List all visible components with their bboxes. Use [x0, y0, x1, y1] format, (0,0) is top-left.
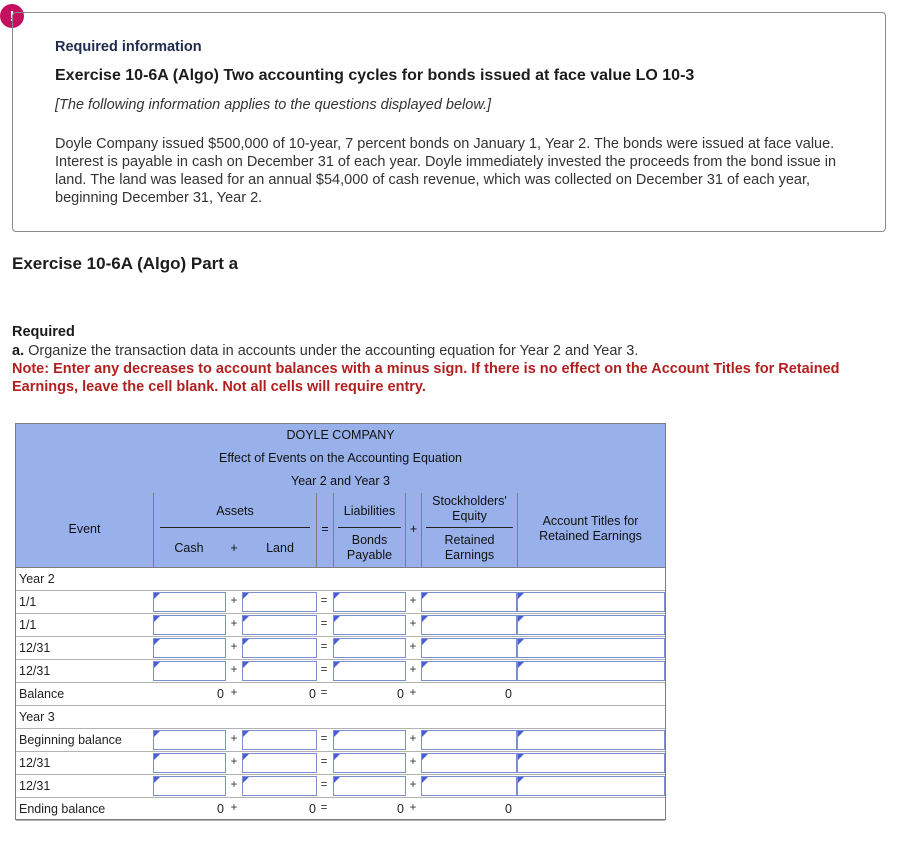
- land-input[interactable]: [242, 592, 317, 612]
- retained-earnings-input[interactable]: [421, 730, 517, 750]
- row-label: 1/1: [19, 618, 37, 632]
- row-label: 1/1: [19, 595, 37, 609]
- cash-input[interactable]: [153, 615, 226, 635]
- column-header-band: [16, 493, 665, 568]
- cash-input[interactable]: [153, 730, 226, 750]
- table-row: [16, 775, 665, 798]
- cash-input[interactable]: [153, 638, 226, 658]
- table-row: [16, 637, 665, 660]
- retained-earnings-input[interactable]: [421, 638, 517, 658]
- account-title-select[interactable]: [517, 776, 665, 796]
- equals-sign: =: [320, 687, 328, 699]
- bonds-payable-total: 0: [397, 687, 404, 701]
- table-row: [16, 729, 665, 752]
- table-subtitle: Effect of Events on the Accounting Equation: [16, 447, 665, 471]
- plus-sign: +: [409, 687, 417, 699]
- plus-sign: +: [409, 641, 417, 653]
- exercise-description: Doyle Company issued $500,000 of 10-year, 7 percent bonds on January 1, Year 2. The bonds were issued at face value. Interest is payable in cash on December 31 of each year. Doyle immediately invested the proceeds from the bond issue in land. The land was leased for an annual $54,000 of cash revenue, which was collected on December 31 of each year, beginning December 31, Year 2.: [55, 136, 837, 206]
- land-input[interactable]: [242, 615, 317, 635]
- bonds-payable-header: Bonds Payable: [346, 533, 393, 562]
- row-label: Beginning balance: [19, 733, 122, 747]
- plus-sign: +: [409, 756, 417, 768]
- alert-icon: !: [0, 4, 24, 28]
- retained-earnings-input[interactable]: [421, 753, 517, 773]
- equals-sign: =: [320, 756, 328, 768]
- plus-sign: +: [230, 687, 238, 699]
- required-item-a: [12, 343, 638, 359]
- cash-input[interactable]: [153, 661, 226, 681]
- plus-sign: +: [230, 595, 238, 607]
- land-input[interactable]: [242, 776, 317, 796]
- cash-input[interactable]: [153, 592, 226, 612]
- land-total: 0: [309, 687, 316, 701]
- land-input[interactable]: [242, 661, 317, 681]
- retained-earnings-header: Retained Earnings: [444, 533, 495, 562]
- equals-sign: =: [321, 522, 329, 536]
- plus-sign: +: [230, 641, 238, 653]
- row-label: 12/31: [19, 756, 51, 770]
- stockholders-equity-header: Stockholders' Equity: [432, 494, 507, 523]
- bonds-payable-input[interactable]: [333, 776, 406, 796]
- land-header: Land: [266, 541, 294, 555]
- account-titles-header: Account Titles for Retained Earnings: [539, 514, 642, 543]
- plus-sign: +: [230, 733, 238, 745]
- table-row: [16, 568, 665, 591]
- row-label: Year 3: [19, 710, 55, 724]
- land-input[interactable]: [242, 730, 317, 750]
- bonds-payable-input[interactable]: [333, 661, 406, 681]
- cash-header: Cash: [174, 541, 204, 555]
- bonds-payable-input[interactable]: [333, 592, 406, 612]
- equals-sign: =: [320, 733, 328, 745]
- plus-sign: +: [230, 541, 238, 555]
- account-title-select[interactable]: [517, 730, 665, 750]
- plus-sign: +: [409, 618, 417, 630]
- plus-sign: +: [230, 618, 238, 630]
- table-row: [16, 683, 665, 706]
- required-information-label: Required information: [55, 39, 202, 55]
- table-row: [16, 798, 665, 821]
- retained-earnings-total: 0: [505, 687, 512, 701]
- part-title: Exercise 10-6A (Algo) Part a: [12, 254, 239, 273]
- plus-sign: +: [230, 664, 238, 676]
- company-name: DOYLE COMPANY: [16, 424, 665, 448]
- plus-sign: +: [409, 595, 417, 607]
- table-row: [16, 591, 665, 614]
- table-row: [16, 752, 665, 775]
- land-total: 0: [309, 802, 316, 816]
- row-label: Balance: [19, 687, 65, 701]
- equals-sign: =: [320, 802, 328, 814]
- retained-earnings-input[interactable]: [421, 661, 517, 681]
- table-row: [16, 614, 665, 637]
- equals-sign: =: [320, 664, 328, 676]
- row-label: 12/31: [19, 641, 51, 655]
- row-label: Ending balance: [19, 802, 106, 816]
- account-title-select[interactable]: [517, 753, 665, 773]
- row-label: 12/31: [19, 779, 51, 793]
- plus-sign: +: [409, 733, 417, 745]
- retained-earnings-input[interactable]: [421, 615, 517, 635]
- table-period: Year 2 and Year 3: [16, 470, 665, 494]
- bonds-payable-input[interactable]: [333, 615, 406, 635]
- item-text: Organize the transaction data in accounts under the accounting equation for Year 2 and Year 3.: [28, 343, 639, 359]
- bonds-payable-input[interactable]: [333, 753, 406, 773]
- item-letter: a.: [12, 343, 25, 359]
- cash-total: 0: [217, 802, 224, 816]
- plus-sign: +: [230, 802, 238, 814]
- plus-sign: +: [230, 779, 238, 791]
- entry-note: Note: Enter any decreases to account balances with a minus sign. If there is no effect on the Account Titles for Retained Earnings, leave the cell blank. Not all cells will require entry.: [12, 361, 840, 395]
- accounting-equation-table: [15, 423, 666, 820]
- row-label: 12/31: [19, 664, 51, 678]
- account-title-select[interactable]: [517, 615, 665, 635]
- account-title-select[interactable]: [517, 592, 665, 612]
- land-input[interactable]: [242, 638, 317, 658]
- event-header: Event: [68, 522, 101, 536]
- required-information-box: [12, 12, 886, 232]
- plus-sign: +: [409, 802, 417, 814]
- required-heading: Required: [12, 324, 75, 340]
- cash-total: 0: [217, 687, 224, 701]
- table-row: [16, 706, 665, 729]
- equals-sign: =: [320, 595, 328, 607]
- row-label: Year 2: [19, 572, 55, 586]
- cash-input[interactable]: [153, 776, 226, 796]
- exercise-title: Exercise 10-6A (Algo) Two accounting cycles for bonds issued at face value LO 10-3: [55, 67, 695, 84]
- plus-sign: +: [230, 756, 238, 768]
- retained-earnings-input[interactable]: [421, 592, 517, 612]
- retained-earnings-input[interactable]: [421, 776, 517, 796]
- account-title-select[interactable]: [517, 638, 665, 658]
- applies-note: [The following information applies to the questions displayed below.]: [55, 97, 492, 113]
- bonds-payable-total: 0: [397, 802, 404, 816]
- table-row: [16, 660, 665, 683]
- plus-sign: +: [409, 779, 417, 791]
- equals-sign: =: [320, 618, 328, 630]
- account-title-select[interactable]: [517, 661, 665, 681]
- cash-input[interactable]: [153, 753, 226, 773]
- plus-sign-2: +: [409, 522, 418, 536]
- equals-sign: =: [320, 779, 328, 791]
- assets-header: Assets: [216, 504, 254, 518]
- bonds-payable-input[interactable]: [333, 730, 406, 750]
- retained-earnings-total: 0: [505, 802, 512, 816]
- land-input[interactable]: [242, 753, 317, 773]
- bonds-payable-input[interactable]: [333, 638, 406, 658]
- liabilities-header: Liabilities: [343, 504, 396, 518]
- equals-sign: =: [320, 641, 328, 653]
- plus-sign: +: [409, 664, 417, 676]
